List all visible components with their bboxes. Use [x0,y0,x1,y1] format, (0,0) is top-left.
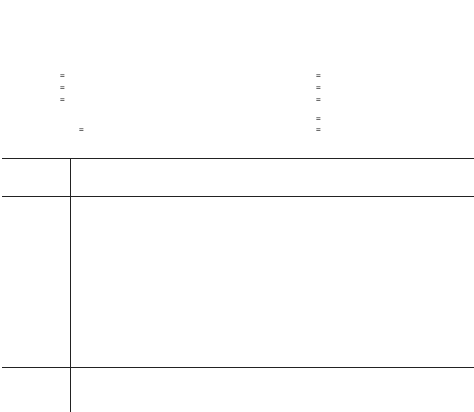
table-top-rule [2,158,474,159]
table-header-rule [2,196,474,197]
table-vertical-rule [70,158,71,412]
table-sigma-rule [2,367,474,368]
